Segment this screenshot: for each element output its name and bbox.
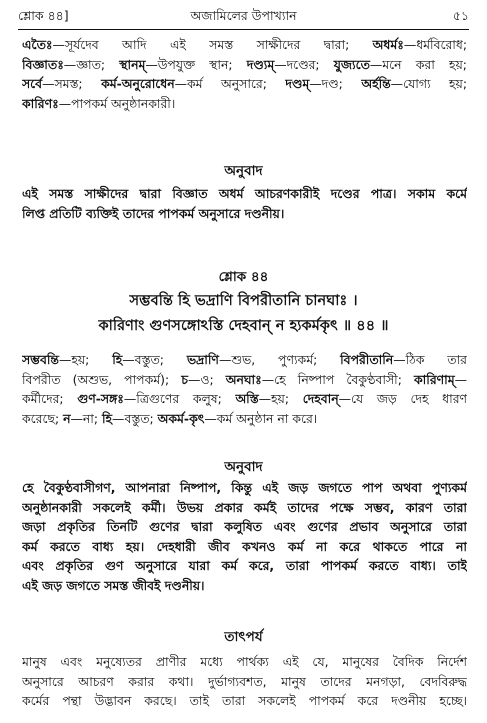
sanskrit-word: কর্ম-অনুরোধেন [101, 76, 175, 91]
verse-line: সম্ভবন্তি হি ভদ্রাণি বিপরীতানি চানঘাঃ । [129, 292, 358, 309]
word-meaning: —কর্ম অনুসারে; [174, 76, 286, 91]
sanskrit-word: চ [181, 371, 188, 387]
sanskrit-word: অধর্মঃ [372, 37, 404, 52]
synonyms-top [22, 35, 467, 113]
sanskrit-word: অস্তি [235, 391, 259, 406]
sanskrit-word: স্থানম্ [119, 56, 146, 72]
sanskrit-word: দণ্ডম্ [285, 76, 310, 91]
synonym-line [22, 370, 467, 390]
text-line: এই জড় জগতে সমস্ত জীবই দণ্ডনীয়। [22, 577, 205, 593]
sanskrit-word: অর্হন্তি [361, 76, 391, 91]
word-meaning: —ধর্মবিরোধ; [403, 37, 467, 52]
word-meaning: —ঠিক তার [393, 352, 467, 367]
sanskrit-word: ভদ্রাণি [186, 352, 219, 367]
header-page-number: ৫১ [452, 8, 469, 23]
sanskrit-word: বিপরীতানি [340, 352, 394, 367]
sanskrit-word: অনঘাঃ [225, 371, 262, 387]
sanskrit-word: অকর্ম-কৃৎ [157, 410, 205, 426]
header-chapter-title: অজামিলের উপাখ্যান [190, 8, 297, 23]
word-meaning: —বস্তুত; [122, 352, 187, 367]
sanskrit-word: কারিণঃ [22, 95, 59, 111]
text-line: এই সমস্ত সাক্ষীদের দ্বারা বিজ্ঞাত অধর্ম আচরণকারীই দণ্ডের পাত্র। সকাম কর্মে [22, 186, 467, 201]
sanskrit-word: গুণ-সঙ্গঃ [77, 391, 124, 406]
header-verse-ref: শ্লোক ৪৪] [18, 8, 69, 23]
translation-heading: অনুবাদ [224, 163, 263, 179]
synonym-line [22, 74, 467, 94]
translation-heading: অনুবাদ [224, 459, 263, 475]
word-meaning: —হয়; [258, 391, 303, 406]
sanskrit-word: সম্ভবন্তি [22, 352, 59, 367]
word-meaning: —যোগ্য হয়; [390, 76, 467, 91]
text-line: অনুষ্ঠানকারী সকলেই কর্মী। উভয় প্রকার কর্মই তাদের পক্ষে সম্ভব, কারণ তারা [22, 499, 467, 515]
translation-paragraph [22, 184, 467, 223]
header-rule [18, 29, 469, 30]
sanskrit-word: দেহবান্ [302, 391, 339, 406]
sanskrit-word: দণ্ড্যম্ [246, 56, 275, 72]
word-meaning: করেছে; [22, 410, 64, 426]
synonym-line [22, 94, 467, 114]
synonym-line [22, 55, 467, 75]
sanskrit-word: হি [101, 410, 113, 426]
synonyms-verse [22, 350, 467, 428]
word-meaning: বিপরীত (অশুভ, পাপকর্ম); [22, 371, 182, 387]
synonym-line [22, 35, 467, 55]
sanskrit-word: ন [63, 410, 71, 426]
text-line: কর্ম করতে বাধ্য হয়। দেহধারী জীব কখনও কর্ম না করে থাকতে পারে না [22, 538, 467, 554]
synonym-line [22, 409, 467, 429]
text-line: মানুষ এবং মনুষ্যেতর প্রাণীর মধ্যে পার্থক্য এই যে, মানুষের বৈদিক নির্দেশ [22, 654, 467, 669]
running-header [18, 8, 469, 30]
word-meaning: —সমস্ত; [42, 76, 102, 91]
text-line: জড়া প্রকৃতির তিনটি গুণের দ্বারা কলুষিত এবং গুণের প্রভাব অনুসারে তারা [22, 519, 467, 534]
word-meaning: কর্মীদের; [22, 391, 78, 406]
word-meaning: —মনে করা হয়; [369, 56, 467, 72]
word-meaning: — [454, 371, 467, 387]
verse-label: শ্লোক ৪৪ [218, 269, 269, 285]
word-meaning: —না; [70, 410, 102, 426]
word-meaning: —দণ্ডের; [274, 56, 334, 72]
word-meaning: —জ্ঞাত; [63, 56, 120, 72]
synonym-line [22, 389, 467, 409]
word-meaning: —শুভ, পুণ্যকর্ম; [218, 352, 341, 367]
sanskrit-word: সর্বে [22, 76, 43, 91]
word-meaning: —সূর্যদেব আদি এই সমস্ত সাক্ষীদের দ্বারা; [52, 37, 373, 52]
sanskrit-word: কারিণাম্ [414, 371, 455, 387]
word-meaning: —হয়; [58, 352, 113, 367]
verse-text [0, 288, 487, 338]
translation-paragraph [22, 478, 467, 595]
verse-line: কারিণাং গুণসঙ্গোঽস্তি দেহবান্ ন হ্যকর্মকৃৎ ॥ ৪৪ ॥ [98, 317, 389, 334]
word-meaning: —হে নিষ্পাপ বৈকুণ্ঠবাসী; [261, 371, 415, 387]
text-line: কর্মের পন্থা উদ্ভাবন করছে। তাই তারা সকলেই পাপকর্ম করে দণ্ডনীয় হচ্ছে। [22, 693, 467, 708]
sanskrit-word: যুজ্যতে [333, 56, 370, 72]
word-meaning: —যে জড় দেহ ধারণ [338, 391, 467, 406]
word-meaning: —দণ্ড; [309, 76, 362, 91]
word-meaning: —ত্রিগুণের কলুষ; [123, 391, 236, 406]
sanskrit-word: বিজ্ঞাতঃ [22, 56, 64, 72]
word-meaning: —উপযুক্ত স্থান; [145, 56, 247, 72]
word-meaning: —ও; [187, 371, 226, 387]
text-line: অনুসারে আচরণ করার কথা। দুর্ভাগ্যবশত, মানুষ তাদের মনগড়া, বেদবিরুদ্ধ [22, 673, 467, 689]
text-line: লিপ্ত প্রতিটি ব্যক্তিই তাদের পাপকর্ম অনুসারে দণ্ডনীয়। [22, 205, 285, 221]
word-meaning: —কর্ম অনুষ্ঠান না করে। [204, 410, 318, 426]
sanskrit-word: হি [112, 352, 123, 367]
text-line: এবং প্রকৃতির গুণ অনুসারে যারা কর্ম করে, তারা পাপকর্ম করতে বাধ্য। তাই [22, 558, 467, 573]
sanskrit-word: এতৈঃ [22, 37, 53, 52]
text-line: হে বৈকুণ্ঠবাসীগণ, আপনারা নিষ্পাপ, কিন্তু এই জড় জগতে পাপ অথবা পুণ্যকর্ম [22, 480, 467, 495]
synonym-line [22, 350, 467, 370]
purport-heading: তাৎপর্য [224, 629, 263, 645]
word-meaning: —পাপকর্ম অনুষ্ঠানকারী। [58, 95, 176, 111]
purport-paragraph [22, 652, 467, 711]
word-meaning: —বস্তুত; [112, 410, 158, 426]
